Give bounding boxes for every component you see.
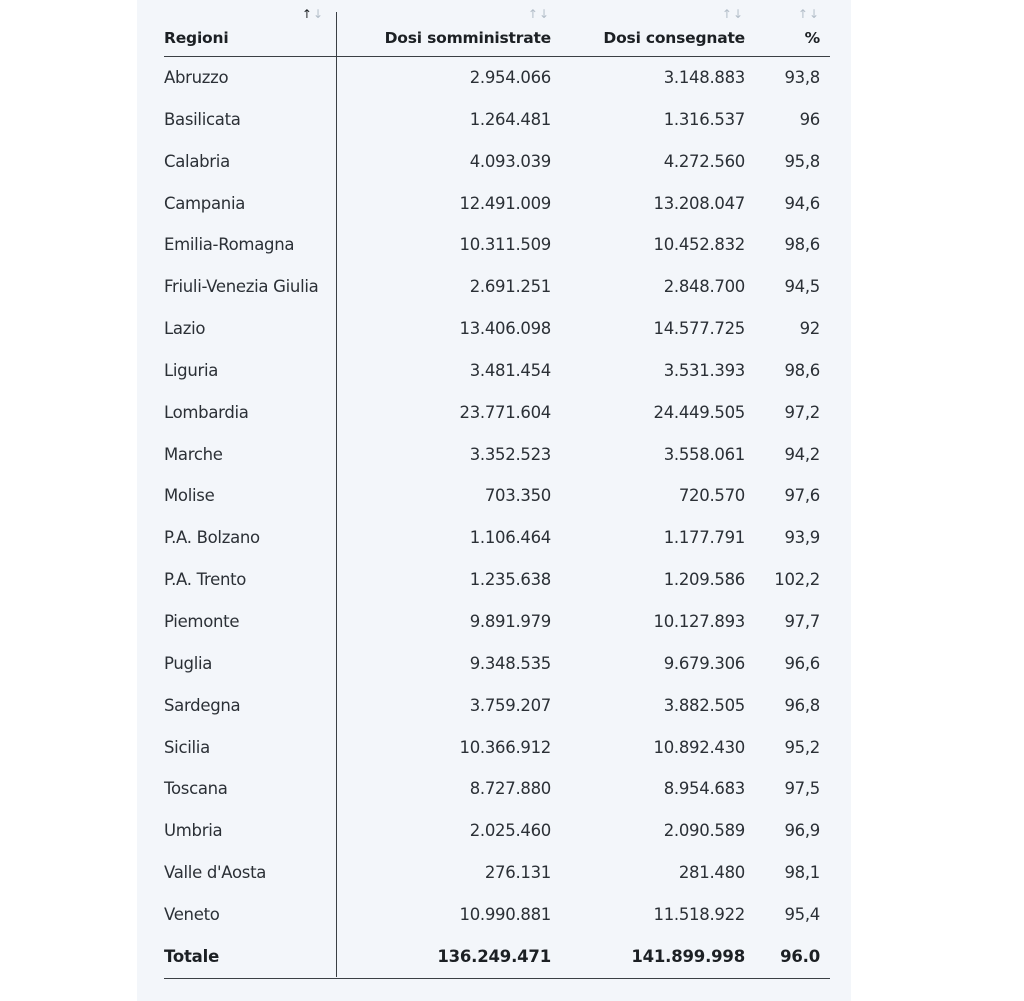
dosi-consegnate-cell: 3.558.061	[663, 444, 745, 464]
total-label: Totale	[164, 946, 220, 966]
dosi-somministrate-cell: 10.311.509	[459, 235, 551, 255]
dosi-somministrate-cell: 1.235.638	[469, 570, 551, 590]
table-row	[164, 141, 830, 183]
region-cell: Puglia	[164, 653, 213, 673]
percent-cell: 95,2	[784, 737, 820, 757]
vaccine-doses-table	[164, 0, 830, 979]
dosi-consegnate-cell: 3.531.393	[663, 360, 745, 380]
region-cell: Piemonte	[164, 611, 240, 631]
dosi-consegnate-cell: 281.480	[678, 863, 745, 883]
region-cell: Valle d'Aosta	[164, 863, 267, 883]
table-row	[164, 99, 830, 141]
percent-cell: 98,6	[784, 235, 820, 255]
dosi-consegnate-cell: 14.577.725	[653, 319, 745, 339]
sort-arrows-icon[interactable]: ↑↓	[797, 7, 820, 21]
column-header-percent[interactable]	[745, 0, 830, 56]
dosi-somministrate-cell: 3.759.207	[469, 695, 551, 715]
table-row-total	[164, 936, 830, 979]
table-row	[164, 57, 830, 99]
dosi-somministrate-cell: 1.264.481	[469, 109, 551, 129]
dosi-somministrate-cell: 703.350	[484, 486, 551, 506]
table-row	[164, 434, 830, 476]
percent-cell: 95,4	[784, 904, 820, 924]
dosi-somministrate-cell: 10.366.912	[459, 737, 551, 757]
region-cell: Lazio	[164, 319, 206, 339]
table-row	[164, 768, 830, 810]
column-header-dosi-somministrate[interactable]	[336, 0, 551, 56]
sort-arrows-icon[interactable]: ↑↓	[527, 7, 550, 21]
table-row	[164, 810, 830, 852]
table-row	[164, 727, 830, 769]
column-label: Dosi somministrate	[384, 29, 551, 47]
percent-cell: 94,5	[784, 277, 820, 297]
percent-cell: 96,9	[784, 821, 820, 841]
region-cell: P.A. Bolzano	[164, 528, 260, 548]
region-cell: Basilicata	[164, 109, 241, 129]
dosi-somministrate-cell: 9.891.979	[469, 611, 551, 631]
percent-cell: 92	[799, 319, 820, 339]
dosi-consegnate-cell: 2.848.700	[663, 277, 745, 297]
dosi-somministrate-cell: 13.406.098	[459, 319, 551, 339]
column-header-regioni[interactable]	[164, 0, 336, 56]
region-cell: Liguria	[164, 360, 219, 380]
table-row	[164, 852, 830, 894]
table-row	[164, 266, 830, 308]
dosi-somministrate-cell: 3.481.454	[469, 360, 551, 380]
percent-cell: 97,7	[784, 611, 820, 631]
region-cell: Friuli-Venezia Giulia	[164, 277, 319, 297]
dosi-consegnate-cell: 9.679.306	[663, 653, 745, 673]
dosi-consegnate-cell: 10.452.832	[653, 235, 745, 255]
region-cell: Marche	[164, 444, 223, 464]
percent-cell: 96,6	[784, 653, 820, 673]
percent-cell: 102,2	[774, 570, 820, 590]
column-label: Dosi consegnate	[603, 29, 745, 47]
dosi-consegnate-cell: 3.882.505	[663, 695, 745, 715]
percent-cell: 96	[799, 109, 820, 129]
region-cell: Campania	[164, 193, 246, 213]
dosi-consegnate-cell: 10.892.430	[653, 737, 745, 757]
dosi-somministrate-cell: 2.025.460	[469, 821, 551, 841]
table-row	[164, 350, 830, 392]
dosi-consegnate-cell: 4.272.560	[663, 151, 745, 171]
dosi-somministrate-cell: 2.954.066	[469, 68, 551, 87]
dosi-consegnate-cell: 11.518.922	[653, 904, 745, 924]
dosi-consegnate-cell: 1.177.791	[663, 528, 745, 548]
table-row	[164, 224, 830, 266]
table-body	[164, 57, 830, 936]
region-cell: Veneto	[164, 904, 220, 924]
dosi-somministrate-cell: 8.727.880	[469, 779, 551, 799]
dosi-consegnate-cell: 3.148.883	[663, 68, 745, 87]
dosi-somministrate-cell: 1.106.464	[469, 528, 551, 548]
table-row	[164, 475, 830, 517]
dosi-somministrate-cell: 276.131	[484, 863, 551, 883]
dosi-somministrate-cell: 23.771.604	[459, 402, 551, 422]
percent-cell: 95,8	[784, 151, 820, 171]
table-header	[164, 0, 830, 57]
dosi-somministrate-cell: 12.491.009	[459, 193, 551, 213]
dosi-consegnate-cell: 24.449.505	[653, 402, 745, 422]
dosi-somministrate-cell: 9.348.535	[469, 653, 551, 673]
percent-cell: 94,2	[784, 444, 820, 464]
table-row	[164, 308, 830, 350]
table-row	[164, 183, 830, 225]
dosi-consegnate-cell: 10.127.893	[653, 611, 745, 631]
region-cell: Abruzzo	[164, 68, 229, 87]
table-row	[164, 601, 830, 643]
region-cell: Sardegna	[164, 695, 241, 715]
percent-cell: 93,8	[784, 68, 820, 87]
dosi-somministrate-cell: 4.093.039	[469, 151, 551, 171]
table-row	[164, 392, 830, 434]
dosi-consegnate-cell: 1.316.537	[663, 109, 745, 129]
dosi-somministrate-cell: 3.352.523	[469, 444, 551, 464]
percent-cell: 97,5	[784, 779, 820, 799]
region-cell: P.A. Trento	[164, 570, 247, 590]
dosi-consegnate-cell: 720.570	[678, 486, 745, 506]
dosi-consegnate-cell: 8.954.683	[663, 779, 745, 799]
percent-cell: 94,6	[784, 193, 820, 213]
region-cell: Calabria	[164, 151, 230, 171]
dosi-consegnate-cell: 1.209.586	[663, 570, 745, 590]
sort-arrows-icon[interactable]: ↑↓	[721, 7, 744, 21]
percent-cell: 98,1	[784, 863, 820, 883]
sort-arrows-icon[interactable]: ↑↓	[301, 7, 324, 21]
table-row	[164, 559, 830, 601]
region-cell: Toscana	[164, 779, 228, 799]
region-cell: Emilia-Romagna	[164, 235, 295, 255]
region-cell: Lombardia	[164, 402, 249, 422]
dosi-somministrate-cell: 10.990.881	[459, 904, 551, 924]
column-label: %	[804, 29, 820, 47]
table-row	[164, 894, 830, 936]
table-row	[164, 643, 830, 685]
region-cell: Umbria	[164, 821, 223, 841]
total-dosi-consegnate: 141.899.998	[631, 946, 745, 966]
column-label: Regioni	[164, 29, 229, 47]
percent-cell: 97,6	[784, 486, 820, 506]
total-dosi-somministrate: 136.249.471	[437, 946, 551, 966]
percent-cell: 98,6	[784, 360, 820, 380]
dosi-consegnate-cell: 13.208.047	[653, 193, 745, 213]
region-cell: Sicilia	[164, 737, 210, 757]
dosi-somministrate-cell: 2.691.251	[469, 277, 551, 297]
region-cell: Molise	[164, 486, 215, 506]
percent-cell: 96,8	[784, 695, 820, 715]
percent-cell: 93,9	[784, 528, 820, 548]
total-percent: 96.0	[780, 946, 820, 966]
column-header-dosi-consegnate[interactable]	[551, 0, 745, 56]
percent-cell: 97,2	[784, 402, 820, 422]
table-row	[164, 685, 830, 727]
table-row	[164, 517, 830, 559]
dosi-consegnate-cell: 2.090.589	[663, 821, 745, 841]
